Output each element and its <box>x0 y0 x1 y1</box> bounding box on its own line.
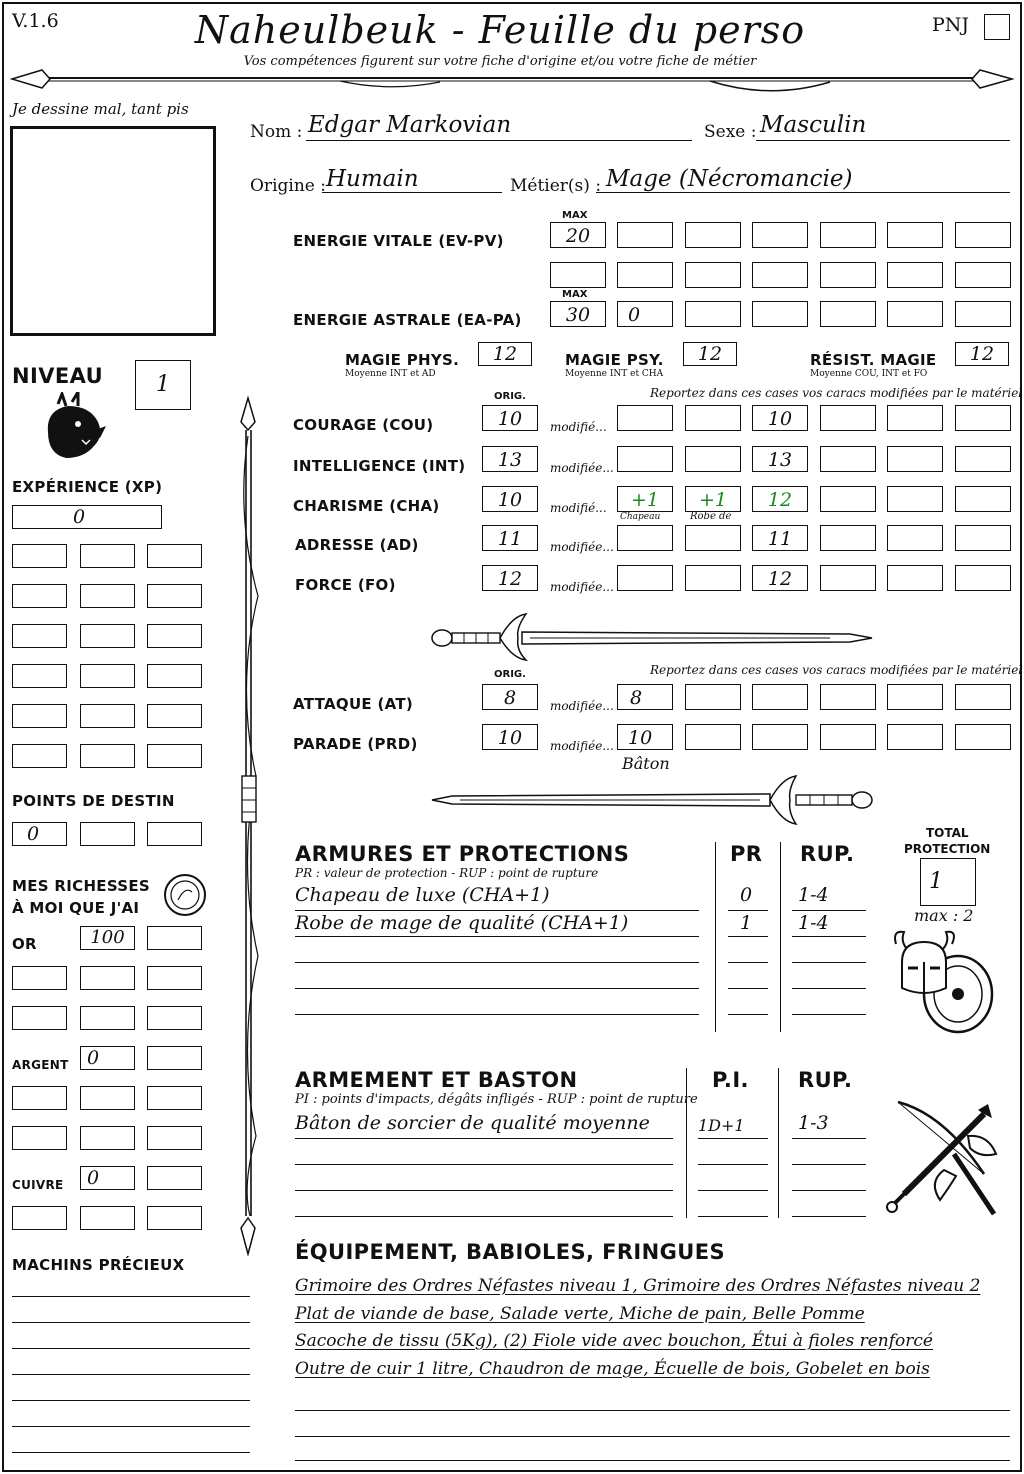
weapon-line <box>698 1138 768 1139</box>
force-mod-box[interactable] <box>617 565 673 591</box>
sheet-subtitle: Vos compétences figurent sur votre fiche d'origine et/ou votre fiche de métier <box>243 54 757 69</box>
weapon-line <box>295 1164 673 1165</box>
equipement-title: ÉQUIPEMENT, BABIOLES, FRINGUES <box>295 1240 725 1264</box>
parade-mod-box[interactable] <box>685 724 741 750</box>
nom-line <box>306 140 692 141</box>
richesses-label-2: À MOI QUE J'AI <box>12 899 140 917</box>
magie-psy-note: Moyenne INT et CHA <box>565 369 664 379</box>
intelligence-mod-box[interactable] <box>820 446 876 472</box>
force-modif-label: modifiée... <box>550 580 614 594</box>
armor-line <box>792 1014 866 1015</box>
force-mod-box[interactable] <box>685 565 741 591</box>
ev-box[interactable] <box>820 262 876 288</box>
or-box[interactable] <box>80 1006 135 1030</box>
armor-line <box>728 936 768 937</box>
weapon-line <box>792 1138 866 1139</box>
argent-box[interactable] <box>80 1086 135 1110</box>
precious-line <box>12 1296 250 1297</box>
ev-box-max[interactable]: 20 <box>550 222 606 248</box>
xp-grid-box[interactable] <box>12 584 67 608</box>
origine-line <box>322 192 502 193</box>
or-box[interactable] <box>147 1006 202 1030</box>
cuivre-box[interactable] <box>147 1206 202 1230</box>
nom-label: Nom : <box>250 122 303 142</box>
pnj-checkbox[interactable] <box>984 14 1010 40</box>
sexe-label: Sexe : <box>704 122 757 142</box>
xp-grid-box[interactable] <box>80 624 135 648</box>
charisme-mod-box[interactable] <box>955 486 1011 512</box>
armor-col-divider <box>780 842 781 1032</box>
ev-box[interactable] <box>550 262 606 288</box>
sheet-title: Naheulbeuk - Feuille du perso <box>194 8 806 52</box>
charisme-label: CHARISME (CHA) <box>293 497 440 515</box>
ev-box[interactable] <box>617 222 673 248</box>
spear-icon <box>228 396 268 1256</box>
charisme-mod-box[interactable]: +1 <box>685 486 741 512</box>
ev-label: ENERGIE VITALE (EV-PV) <box>293 232 504 250</box>
metier-line <box>596 192 1010 193</box>
destin-box[interactable] <box>80 822 135 846</box>
argent-box[interactable] <box>147 1046 202 1070</box>
or-box[interactable] <box>147 926 202 950</box>
xp-grid-box[interactable] <box>147 624 202 648</box>
parade-mod-box[interactable] <box>752 724 808 750</box>
intelligence-modif-label: modifiée... <box>550 461 614 475</box>
dragon-icon <box>38 392 108 464</box>
adresse-mod-box[interactable] <box>820 525 876 551</box>
cuivre-box[interactable] <box>80 1206 135 1230</box>
parade-mod-box[interactable] <box>820 724 876 750</box>
xp-grid-box[interactable] <box>12 704 67 728</box>
weapon-line <box>295 1190 673 1191</box>
argent-box[interactable] <box>147 1126 202 1150</box>
niveau-box[interactable]: 1 <box>135 360 191 410</box>
armor-line <box>792 936 866 937</box>
force-label: FORCE (FO) <box>295 576 396 594</box>
ev-box[interactable] <box>752 262 808 288</box>
attaque-mod-box[interactable] <box>887 684 943 710</box>
precious-line <box>12 1348 250 1349</box>
cuivre-box[interactable] <box>147 1166 202 1190</box>
force-mod-box[interactable] <box>955 565 1011 591</box>
argent-box[interactable]: 0 <box>80 1046 135 1070</box>
helmet-shield-icon <box>888 928 1000 1038</box>
ev-box[interactable] <box>752 222 808 248</box>
charisme-mod-box[interactable]: +1 <box>617 486 673 512</box>
xp-grid-box[interactable] <box>80 544 135 568</box>
ea-label: ENERGIE ASTRALE (EA-PA) <box>293 311 522 329</box>
parade-modif-label: modifiée... <box>550 739 614 753</box>
force-mod-box[interactable] <box>820 565 876 591</box>
ev-box[interactable] <box>685 222 741 248</box>
weapon-line <box>698 1190 768 1191</box>
xp-grid-box[interactable] <box>147 744 202 768</box>
total-protection-label-2: PROTECTION <box>904 842 991 856</box>
ea-box[interactable] <box>752 301 808 327</box>
cuivre-box[interactable]: 0 <box>80 1166 135 1190</box>
or-box[interactable] <box>12 966 67 990</box>
xp-grid-box[interactable] <box>12 664 67 688</box>
magie-psy-box[interactable]: 12 <box>683 342 737 366</box>
courage-mod-box[interactable] <box>685 405 741 431</box>
attaque-mod-box[interactable] <box>955 684 1011 710</box>
attaque-modif-label: modifiée... <box>550 699 614 713</box>
precious-line <box>12 1400 250 1401</box>
or-label: OR <box>12 935 37 953</box>
destin-box[interactable] <box>147 822 202 846</box>
parade-orig-box[interactable]: 10 <box>482 724 538 750</box>
xp-grid-box[interactable] <box>147 664 202 688</box>
xp-grid-box[interactable] <box>80 584 135 608</box>
weapon-item-pi[interactable]: 1D+1 <box>698 1116 745 1135</box>
portrait-caption: Je dessine mal, tant pis <box>12 100 189 118</box>
equipment-line[interactable]: Grimoire des Ordres Néfastes niveau 1, Grimoire des Ordres Néfastes niveau 2 <box>295 1276 981 1296</box>
portrait-box[interactable] <box>10 126 216 336</box>
ea-box[interactable] <box>955 301 1011 327</box>
attaque-mod-box[interactable] <box>752 684 808 710</box>
force-mod-box[interactable]: 12 <box>752 565 808 591</box>
precious-line <box>12 1322 250 1323</box>
ev-box[interactable] <box>955 222 1011 248</box>
total-protection-box[interactable]: 1 <box>920 858 976 906</box>
cha-note-chapeau: Chapeau <box>620 512 661 522</box>
courage-label: COURAGE (COU) <box>293 416 434 434</box>
pnj-label: PNJ <box>932 14 970 36</box>
destin-box[interactable]: 0 <box>12 822 67 846</box>
adresse-mod-box[interactable] <box>887 525 943 551</box>
equipment-blank-line <box>295 1460 1010 1461</box>
adresse-mod-box[interactable] <box>685 525 741 551</box>
or-box[interactable] <box>147 966 202 990</box>
armor-item-pr[interactable]: 0 <box>740 884 753 906</box>
sexe-value[interactable]: Masculin <box>760 112 867 138</box>
cha-note-robe: Robe de <box>690 511 732 522</box>
weapon-col-divider <box>686 1068 687 1218</box>
xp-grid-box[interactable] <box>147 584 202 608</box>
armor-item-name[interactable]: Chapeau de luxe (CHA+1) <box>295 884 550 906</box>
ea-box[interactable] <box>820 301 876 327</box>
metier-label: Métier(s) : <box>510 176 602 196</box>
intelligence-mod-box[interactable] <box>685 446 741 472</box>
ea-box-current[interactable]: 0 <box>617 301 673 327</box>
armement-note: PI : points d'impacts, dégâts infligés - RUP : point de rupture <box>295 1092 698 1107</box>
parade-label: PARADE (PRD) <box>293 735 418 753</box>
courage-mod-box[interactable] <box>887 405 943 431</box>
origine-label: Origine : <box>250 176 326 196</box>
armor-line <box>728 962 768 963</box>
version-label: V.1.6 <box>12 10 59 32</box>
weapon-line <box>698 1216 768 1217</box>
armures-title: ARMURES ET PROTECTIONS <box>295 842 630 866</box>
combat-orig-label: ORIG. <box>494 669 526 680</box>
sexe-line <box>756 140 1010 141</box>
argent-box[interactable] <box>80 1126 135 1150</box>
courage-mod-box[interactable] <box>820 405 876 431</box>
precious-line <box>12 1374 250 1375</box>
rup-header: RUP. <box>800 842 855 866</box>
adresse-label: ADRESSE (AD) <box>295 536 419 554</box>
weapon-line <box>295 1216 673 1217</box>
courage-mod-box[interactable] <box>955 405 1011 431</box>
charisme-mod-box[interactable]: 12 <box>752 486 808 512</box>
armor-line <box>295 936 699 937</box>
or-box[interactable] <box>80 966 135 990</box>
armor-col-divider <box>715 842 716 1032</box>
armor-item-pr[interactable]: 1 <box>740 912 753 934</box>
xp-box[interactable]: 0 <box>12 505 162 529</box>
weapon-col-divider <box>778 1068 779 1218</box>
intelligence-mod-box[interactable] <box>617 446 673 472</box>
crossed-weapons-icon <box>884 1094 1004 1218</box>
precious-line <box>12 1452 250 1453</box>
combat-report-note: Reportez dans ces cases vos caracs modifiées par le matériel <box>650 663 1023 677</box>
magie-phys-note: Moyenne INT et AD <box>345 369 436 379</box>
sword-icon <box>430 612 874 662</box>
magie-psy-label: MAGIE PSY. <box>565 351 664 369</box>
spear-divider-header <box>10 62 1014 102</box>
orig-label: ORIG. <box>494 391 526 402</box>
ev-box[interactable] <box>820 222 876 248</box>
parade-mod-box[interactable] <box>887 724 943 750</box>
or-box[interactable] <box>12 1006 67 1030</box>
weapon-rup-header: RUP. <box>798 1068 853 1092</box>
weapon-item-rup[interactable]: 1-3 <box>798 1112 829 1134</box>
parade-mod-box[interactable]: 10 <box>617 724 673 750</box>
xp-grid-box[interactable] <box>147 544 202 568</box>
armor-line <box>295 910 699 911</box>
charisme-mod-box[interactable] <box>820 486 876 512</box>
argent-box[interactable] <box>12 1126 67 1150</box>
ev-box[interactable] <box>955 262 1011 288</box>
destin-label: POINTS DE DESTIN <box>12 792 175 810</box>
xp-grid-box[interactable] <box>12 544 67 568</box>
courage-orig-box[interactable]: 10 <box>482 405 538 431</box>
xp-grid-box[interactable] <box>12 624 67 648</box>
armement-title: ARMEMENT ET BASTON <box>295 1068 578 1092</box>
armor-item-name[interactable]: Robe de mage de qualité (CHA+1) <box>295 912 629 934</box>
pi-header: P.I. <box>712 1068 749 1092</box>
courage-modif-label: modifié... <box>550 420 607 434</box>
precious-line <box>12 1426 250 1427</box>
ev-box[interactable] <box>617 262 673 288</box>
pr-header: PR <box>730 842 763 866</box>
cuivre-box[interactable] <box>12 1206 67 1230</box>
ea-box-max[interactable]: 30 <box>550 301 606 327</box>
equipment-line[interactable]: Outre de cuir 1 litre, Chaudron de mage, Écuelle de bois, Gobelet en bois <box>295 1359 930 1379</box>
equipment-blank-line <box>295 1436 1010 1437</box>
armor-line <box>295 988 699 989</box>
origine-value[interactable]: Humain <box>326 166 419 192</box>
courage-mod-box[interactable] <box>617 405 673 431</box>
ev-box[interactable] <box>887 262 943 288</box>
resist-magie-box[interactable]: 12 <box>955 342 1009 366</box>
machins-precieux-label: MACHINS PRÉCIEUX <box>12 1256 185 1274</box>
report-note: Reportez dans ces cases vos caracs modifiées par le matériel <box>650 386 1023 400</box>
armor-item-rup[interactable]: 1-4 <box>798 912 829 934</box>
magie-phys-box[interactable]: 12 <box>478 342 532 366</box>
ev-box[interactable] <box>887 222 943 248</box>
attaque-mod-box[interactable] <box>820 684 876 710</box>
resist-magie-note: Moyenne COU, INT et FO <box>810 369 928 379</box>
armor-line <box>792 910 866 911</box>
max-protection-note: max : 2 <box>914 906 974 925</box>
intelligence-mod-box[interactable] <box>887 446 943 472</box>
nom-value[interactable]: Edgar Markovian <box>308 112 512 138</box>
richesses-label-1: MES RICHESSES <box>12 877 151 895</box>
adresse-mod-box[interactable] <box>955 525 1011 551</box>
intelligence-label: INTELLIGENCE (INT) <box>293 457 466 475</box>
parade-mod-box[interactable] <box>955 724 1011 750</box>
coin-icon <box>162 872 208 918</box>
resist-magie-label: RÉSIST. MAGIE <box>810 351 937 369</box>
charisme-modif-label: modifié... <box>550 501 607 515</box>
courage-mod-box[interactable]: 10 <box>752 405 808 431</box>
total-protection-label-1: TOTAL <box>926 826 969 840</box>
intelligence-mod-box[interactable] <box>955 446 1011 472</box>
niveau-label: NIVEAU <box>12 364 104 388</box>
ea-box[interactable] <box>685 301 741 327</box>
charisme-mod-box[interactable] <box>887 486 943 512</box>
attaque-label: ATTAQUE (AT) <box>293 695 414 713</box>
weapon-line <box>792 1216 866 1217</box>
ev-max-label: MAX <box>562 210 588 221</box>
sword-icon <box>430 774 874 826</box>
weapon-line <box>792 1190 866 1191</box>
metier-value[interactable]: Mage (Nécromancie) <box>606 166 853 192</box>
armor-item-rup[interactable]: 1-4 <box>798 884 829 906</box>
force-mod-box[interactable] <box>887 565 943 591</box>
or-box[interactable]: 100 <box>80 926 135 950</box>
xp-label: EXPÉRIENCE (XP) <box>12 478 163 496</box>
xp-grid-box[interactable] <box>12 744 67 768</box>
parade-note: Bâton <box>622 754 670 773</box>
magie-phys-label: MAGIE PHYS. <box>345 351 460 369</box>
armures-note: PR : valeur de protection - RUP : point de rupture <box>295 866 599 880</box>
xp-grid-box[interactable] <box>80 664 135 688</box>
armor-line <box>728 1014 768 1015</box>
adresse-mod-box[interactable] <box>617 525 673 551</box>
weapon-item-name[interactable]: Bâton de sorcier de qualité moyenne <box>295 1112 650 1134</box>
argent-label: ARGENT <box>12 1058 69 1072</box>
adresse-mod-box[interactable]: 11 <box>752 525 808 551</box>
xp-grid-box[interactable] <box>80 704 135 728</box>
armor-line <box>728 910 768 911</box>
weapon-line <box>792 1164 866 1165</box>
armor-line <box>728 988 768 989</box>
intelligence-mod-box[interactable]: 13 <box>752 446 808 472</box>
attaque-mod-box[interactable]: 8 <box>617 684 673 710</box>
weapon-line <box>295 1138 673 1139</box>
weapon-line <box>698 1164 768 1165</box>
armor-line <box>295 962 699 963</box>
cuivre-label: CUIVRE <box>12 1178 64 1192</box>
ev-box[interactable] <box>685 262 741 288</box>
armor-line <box>792 962 866 963</box>
equipment-blank-line <box>295 1410 1010 1411</box>
argent-box[interactable] <box>147 1086 202 1110</box>
xp-grid-box[interactable] <box>80 744 135 768</box>
ea-max-label: MAX <box>562 289 588 300</box>
equipment-line[interactable]: Plat de viande de base, Salade verte, Miche de pain, Belle Pomme <box>295 1304 865 1324</box>
charisme-orig-box[interactable]: 10 <box>482 486 538 512</box>
armor-line <box>295 1014 699 1015</box>
ea-box[interactable] <box>887 301 943 327</box>
attaque-orig-box[interactable]: 8 <box>482 684 538 710</box>
xp-grid-box[interactable] <box>147 704 202 728</box>
argent-box[interactable] <box>12 1086 67 1110</box>
equipment-line[interactable]: Sacoche de tissu (5Kg), (2) Fiole vide avec bouchon, Étui à fioles renforcé <box>295 1331 933 1351</box>
force-orig-box[interactable]: 12 <box>482 565 538 591</box>
adresse-modif-label: modifiée... <box>550 540 614 554</box>
attaque-mod-box[interactable] <box>685 684 741 710</box>
intelligence-orig-box[interactable]: 13 <box>482 446 538 472</box>
adresse-orig-box[interactable]: 11 <box>482 525 538 551</box>
armor-line <box>792 988 866 989</box>
